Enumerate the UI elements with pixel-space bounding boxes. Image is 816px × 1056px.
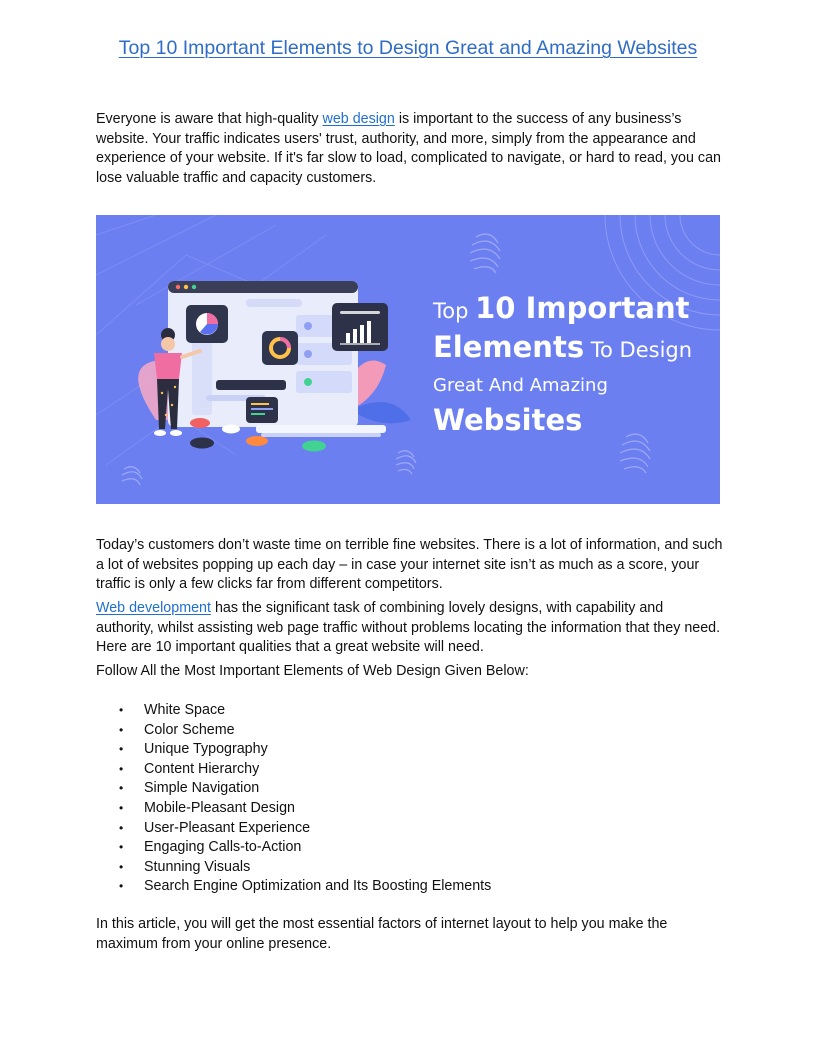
bullet-icon: •	[119, 800, 124, 815]
list-item	[96, 877, 491, 897]
list-item-text: Stunning Visuals	[144, 858, 251, 875]
customers-paragraph: Today’s customers don’t waste time on terrible fine websites. There is a lot of information, and such a lot of websites popping up each day – in case your internet site isn’t as much as a score, your traffic is only a few clicks far from different competitors.	[96, 537, 723, 593]
list-item-text: White Space	[144, 702, 226, 718]
banner-line1-small: Top	[433, 299, 476, 323]
intro-text-after: is important to the success of any business’s website. Your traffic indicates users' trust, authority, and more, simply from the appearance and experience of your website. If it's far slow to load, complicated to navigate, or hard to read, you can lose valuable traffic and capacity customers.	[96, 111, 721, 186]
banner-line2-big: Elements	[433, 330, 585, 364]
list-item	[96, 779, 491, 799]
list-item-text: Engaging Calls-to-Action	[144, 839, 302, 856]
bullet-icon: •	[119, 820, 124, 835]
web-development-paragraph	[96, 599, 724, 658]
bullet-icon: •	[119, 781, 124, 796]
hero-banner-image	[96, 215, 720, 504]
list-item-text: Search Engine Optimization and Its Boosting Elements	[144, 878, 492, 895]
banner-line2-small: To Design	[584, 338, 693, 362]
list-item-text: Simple Navigation	[144, 780, 260, 797]
bullet-icon: •	[119, 879, 124, 894]
web-development-text: has the significant task of combining lovely designs, with capability and authority, whilst assisting web page traffic without problems locating the information that they need. Here are 10 important qualities that a great website will need.	[96, 600, 721, 656]
intro-paragraph	[96, 110, 724, 188]
list-item-text: Mobile-Pleasant Design	[144, 799, 295, 816]
list-heading: Follow All the Most Important Elements of Web Design Given Below:	[96, 663, 529, 679]
list-item	[96, 701, 491, 721]
list-item-text: Color Scheme	[144, 721, 235, 738]
page-title: Top 10 Important Elements to Design Great and Amazing Websites	[118, 37, 698, 59]
banner-headline	[433, 291, 692, 442]
web-design-link[interactable]: web design	[322, 111, 395, 127]
list-item	[96, 799, 491, 819]
bullet-icon: •	[119, 761, 124, 776]
list-item	[96, 760, 491, 780]
list-item	[96, 819, 491, 839]
intro-text-before: Everyone is aware that high-quality	[96, 111, 323, 127]
elements-list	[96, 701, 491, 897]
banner-line1-big: 10 Important	[475, 291, 690, 325]
bullet-icon: •	[119, 703, 124, 717]
list-item-text: Content Hierarchy	[144, 760, 260, 777]
list-item	[96, 838, 491, 858]
banner-line3-small: Great And Amazing	[433, 375, 608, 396]
bullet-icon: •	[119, 722, 124, 737]
bullet-icon: •	[119, 859, 124, 874]
web-development-link[interactable]: Web development	[96, 600, 211, 616]
list-item-text: Unique Typography	[144, 741, 268, 758]
bullet-icon: •	[119, 840, 124, 855]
banner-line4-big: Websites	[433, 403, 583, 437]
list-item	[96, 721, 491, 741]
list-item	[96, 858, 491, 878]
closing-paragraph: In this article, you will get the most essential factors of internet layout to help you make the maximum from your online presence.	[96, 916, 668, 952]
list-item-text: User-Pleasant Experience	[144, 819, 311, 836]
bullet-icon: •	[119, 742, 124, 757]
list-item	[96, 740, 491, 760]
